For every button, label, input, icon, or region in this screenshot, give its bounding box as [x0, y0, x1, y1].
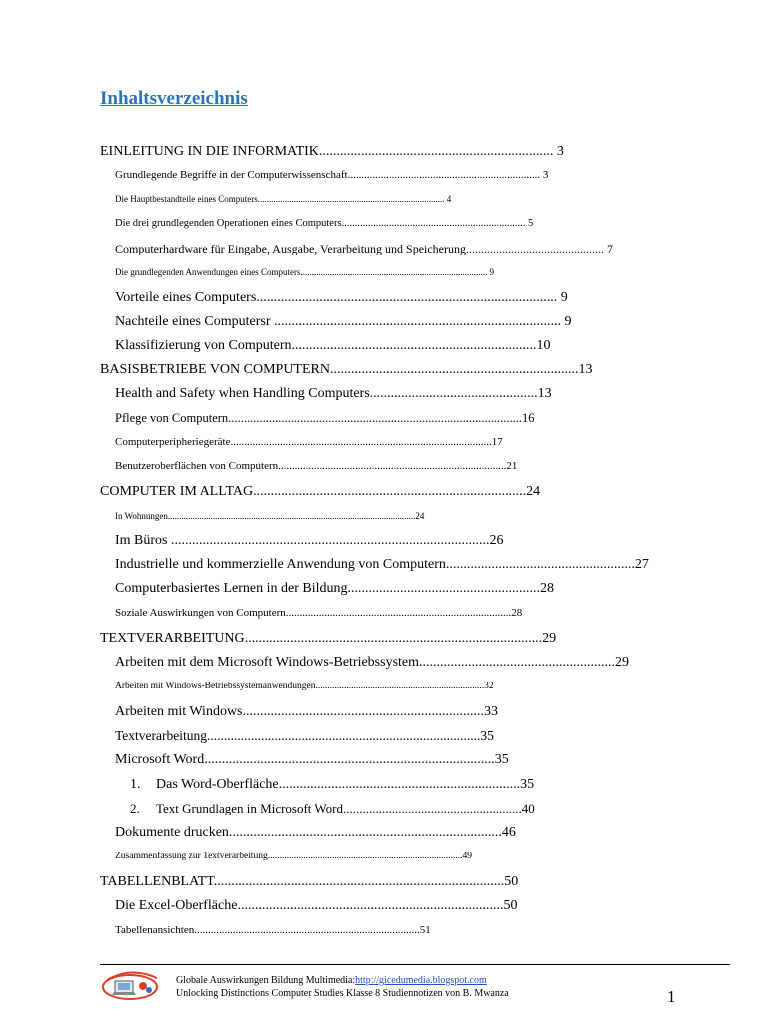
toc-entry[interactable]: Health and Safety when Handling Computers................................................13: [115, 387, 552, 401]
toc-entry[interactable]: TEXTVERARBEITUNG.....................................................................................29: [100, 632, 557, 646]
toc-entry[interactable]: Computerperipheriegeräte...............................................................................................17: [115, 437, 503, 448]
toc-entry[interactable]: Microsoft Word...................................................................................35: [115, 753, 509, 767]
toc-entry[interactable]: Zusammenfassung zur Textverarbeitung..................................................................................49: [115, 852, 472, 861]
footer-divider: [100, 964, 730, 965]
footer-blog-link[interactable]: http://gicedumedia.blogspot.com: [355, 975, 487, 986]
toc-entry[interactable]: TABELLENBLATT...................................................................................50: [100, 875, 519, 889]
toc-entry[interactable]: Tabellenansichten..................................................................................51: [115, 925, 431, 936]
toc-entry[interactable]: Soziale Auswirkungen von Computern..................................................................................28: [115, 608, 523, 619]
toc-entry[interactable]: Vorteile eines Computers...................................................................................... 9: [115, 291, 568, 305]
toc-entry[interactable]: 2. Text Grundlagen in Microsoft Word.......................................................40: [130, 802, 535, 815]
toc-entry[interactable]: Computerhardware für Eingabe, Ausgabe, Verarbeitung und Speicherung.............................................. 7: [115, 243, 614, 255]
footer-line-1: Globale Auswirkungen Bildung Multimedia:http://gicedumedia.blogspot.com: [176, 975, 487, 986]
toc-entry[interactable]: Nachteile eines Computersr .................................................................................. 9: [115, 315, 572, 329]
toc-entry[interactable]: Pflege von Computern..............................................................................................16: [115, 412, 535, 425]
toc-entry[interactable]: Dokumente drucken..............................................................................46: [115, 826, 516, 840]
page-number: 1: [667, 987, 676, 1006]
toc-entry[interactable]: Arbeiten mit dem Microsoft Windows-Betriebssystem........................................................29: [115, 656, 630, 670]
toc-entry[interactable]: Computerbasiertes Lernen in der Bildung.......................................................28: [115, 582, 554, 596]
toc-entry[interactable]: Arbeiten mit Windows.....................................................................33: [115, 705, 498, 719]
toc-entry[interactable]: COMPUTER IM ALLTAG..............................................................................24: [100, 485, 541, 499]
toc-entry[interactable]: Textverarbeitung.................................................................................35: [115, 729, 494, 743]
toc-entry[interactable]: Grundlegende Begriffe in der Computerwissenschaft...................................................................... 3: [115, 170, 549, 181]
toc-entry[interactable]: Die drei grundlegenden Operationen eines Computers...................................................................... 5: [115, 219, 534, 229]
toc-entry[interactable]: BASISBETRIEBE VON COMPUTERN.......................................................................13: [100, 363, 593, 377]
toc-entry[interactable]: EINLEITUNG IN DIE INFORMATIK................................................................... 3: [100, 145, 564, 159]
toc-entry[interactable]: 1. Das Word-Oberfläche.....................................................................35: [130, 778, 535, 792]
toc-entry[interactable]: Benutzeroberflächen von Computern...................................................................................21: [115, 461, 518, 472]
toc-heading: Inhaltsverzeichnis: [100, 88, 248, 109]
toc-entry[interactable]: In Wohnungen..............................................................................................................24: [115, 512, 425, 521]
toc-entry[interactable]: Im Büros ...........................................................................................26: [115, 534, 504, 548]
footer-line-2: Unlocking Distinctions Computer Studies Klasse 8 Studiennotizen von B. Mwanza: [176, 988, 509, 999]
toc-entry[interactable]: Industrielle und kommerzielle Anwendung von Computern......................................................27: [115, 558, 649, 572]
toc-entry[interactable]: Klassifizierung von Computern......................................................................10: [115, 339, 551, 353]
toc-entry[interactable]: Die Excel-Oberfläche............................................................................50: [115, 899, 518, 913]
toc-entry[interactable]: Arbeiten mit Windows-Betriebssystemanwendungen.......................................................................32: [115, 682, 494, 691]
publisher-logo-icon: [101, 968, 161, 1002]
toc-entry[interactable]: Die Hauptbestandteile eines Computers................................................................................... 4: [115, 195, 452, 204]
toc-entry[interactable]: Die grundlegenden Anwendungen eines Computers................................................................................... 9: [115, 268, 494, 277]
